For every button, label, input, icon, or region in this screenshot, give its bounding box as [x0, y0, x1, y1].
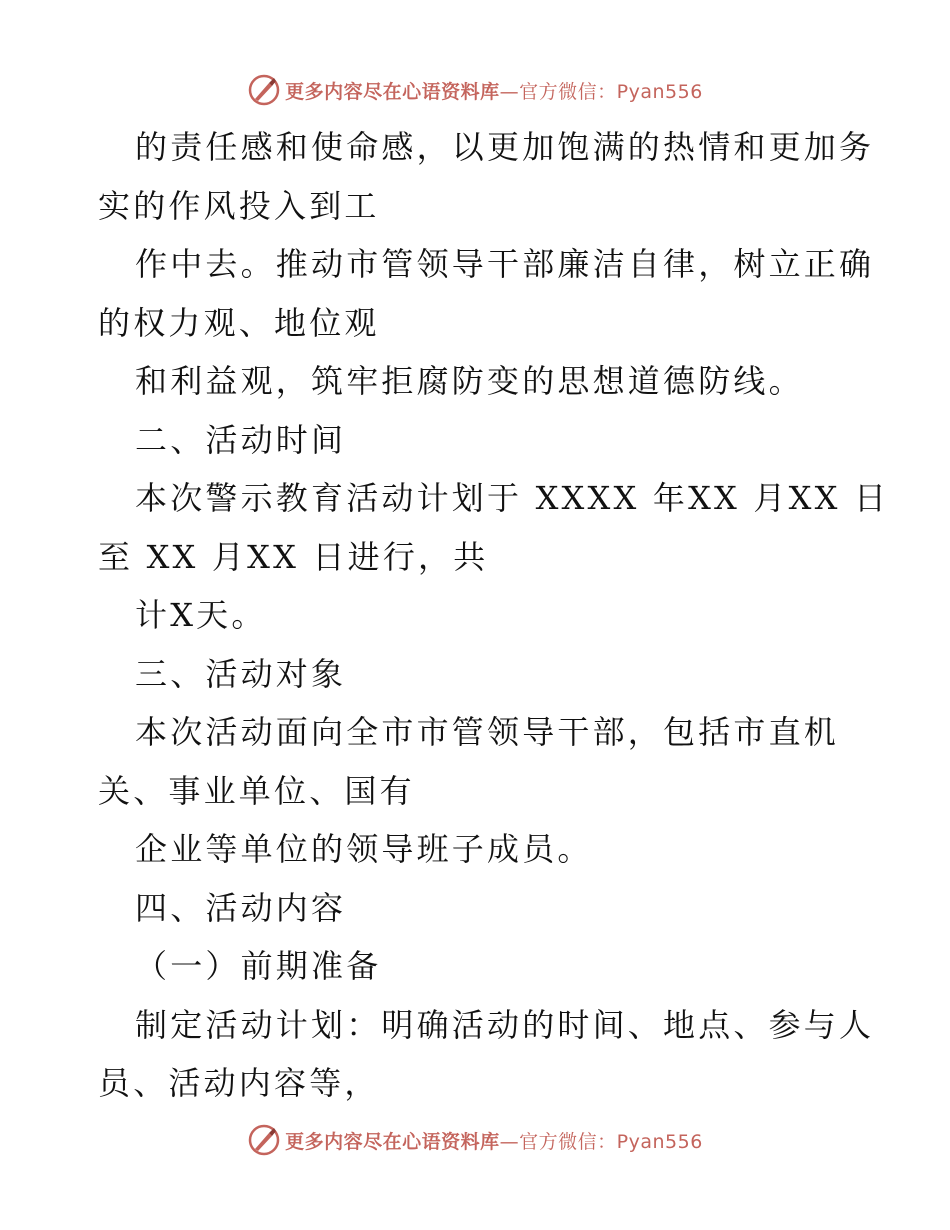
watermark-contact: —官方微信：Pyan556 — [499, 80, 703, 103]
text-line: 至 XX 月XX 日进行，共 — [98, 537, 489, 576]
watermark-brand: 更多内容尽在心语资料库 — [285, 80, 500, 103]
text-line: 计X天。 — [135, 596, 267, 634]
text-line: 企业等单位的领导班子成员。 — [135, 830, 593, 868]
footer-watermark — [0, 1120, 950, 1160]
pen-logo-icon — [247, 73, 281, 107]
watermark-contact: —官方微信：Pyan556 — [499, 1130, 703, 1153]
watermark-text — [285, 77, 703, 104]
text-line: 关、事业单位、国有 — [98, 771, 415, 810]
text-line: 的权力观、地位观 — [98, 303, 380, 342]
text-line: 作中去。推动市管领导干部廉洁自律，树立正确 — [135, 245, 875, 283]
subsection-heading: （一）前期准备 — [135, 947, 382, 985]
section-heading: 三、活动对象 — [135, 654, 347, 693]
text-line: 制定活动计划：明确活动的时间、地点、参与人 — [135, 1005, 875, 1044]
section-heading: 四、活动内容 — [135, 888, 347, 927]
text-line: 和利益观，筑牢拒腐防变的思想道德防线。 — [135, 362, 804, 400]
pen-logo-icon — [247, 1123, 281, 1157]
text-line: 本次警示教育活动计划于 XXXX 年XX 月XX 日 — [135, 479, 890, 517]
text-line: 本次活动面向全市市管领导干部，包括市直机 — [135, 713, 840, 751]
text-line: 员、活动内容等， — [98, 1064, 380, 1102]
text-line: 的责任感和使命感，以更加饱满的热情和更加务 — [135, 128, 875, 166]
header-watermark — [0, 70, 950, 110]
document-body — [98, 118, 890, 1113]
watermark-brand: 更多内容尽在心语资料库 — [285, 1130, 500, 1153]
watermark-text — [285, 1127, 703, 1154]
text-line: 实的作风投入到工 — [98, 186, 380, 225]
section-heading: 二、活动时间 — [135, 420, 347, 459]
